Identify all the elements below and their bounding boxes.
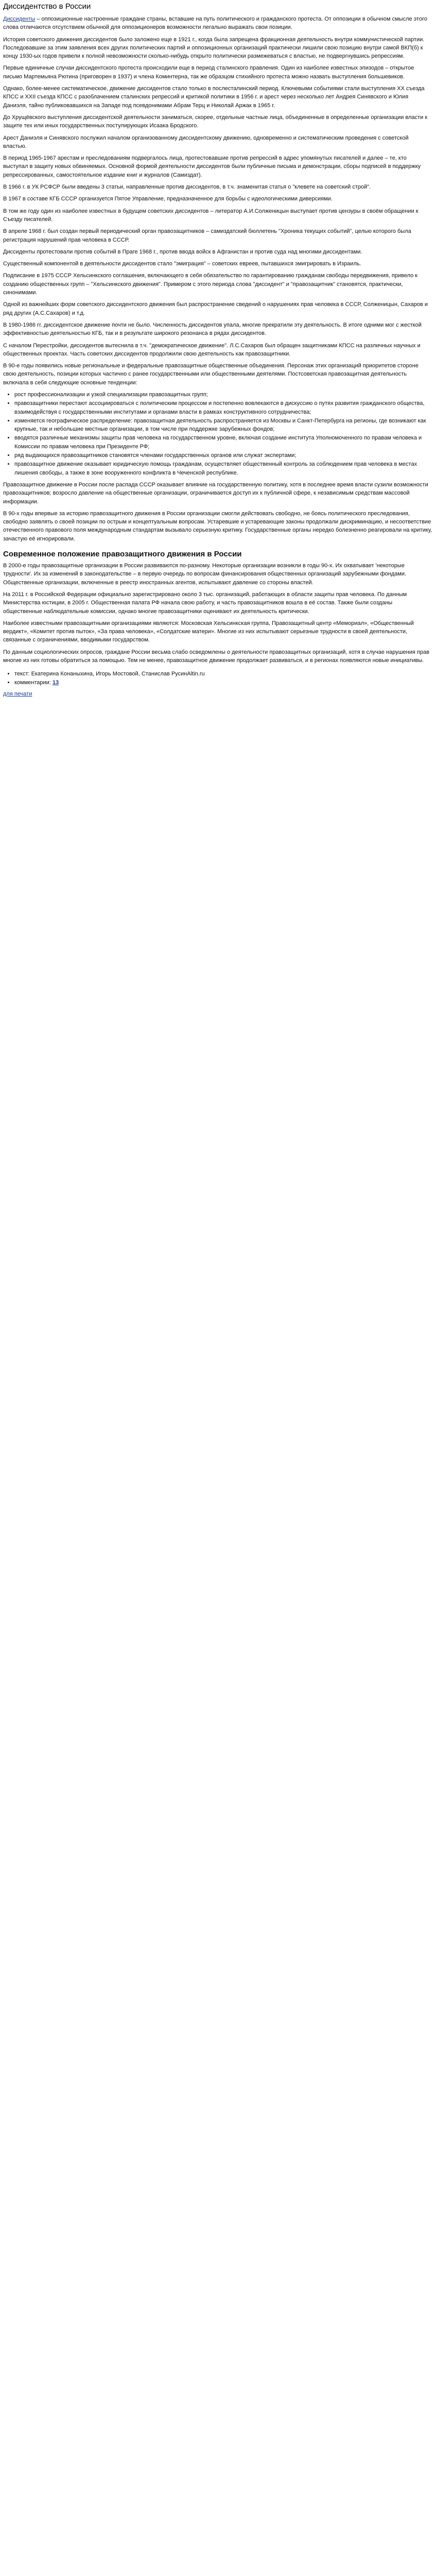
meta-text: • текст: Екатерина Конаныхина, Игорь Мостовой, Станислав РусинАltin.ru: [14, 670, 433, 678]
paragraph: В 90-х годы впервые за историю правозащитного движения в России организации смогли действовать свободно, не боясь политического преследования, свободно заявлять о своей позиции по острым и концептуальным вопросам. Устаревшие и устаревающие законы продолжали дискриминацию, и несоответствие отечественного правового поля международным стандартам вызывало серьезную критику. Государственные органы нередко болезненно реагировали на критику, зачастую её игнорировали.: [3, 510, 432, 542]
list-item: • правозащитники перестают ассоциироваться с политическим процессом и постепенно вовлекаются в дискуссию о путях развития гражданского общества, взаимодействуя с государственными институтами и органами власти в рамках конструктивного сотрудничества;: [14, 399, 433, 416]
section-heading-modern: Современное положение правозащитного движения в России: [3, 550, 242, 559]
paragraph-intro: Диссиденты – оппозиционные настроенные граждане страны, вставшие на путь политического и гражданского протеста. От оппозиции в обычном смысле этого слова отличаются отсутствием обычной для оппозиционеров возможности легально выражать свои позиции.: [3, 16, 427, 31]
list-item: • правозащитное движение оказывает юридическую помощь гражданам, осуществляет общественный контроль за соблюдением прав человека в местах лишения свободы, а также в зоне вооруженного конфликта в Чеченской республике.: [14, 460, 433, 477]
paragraph: Одной из важнейших форм советского диссидентского движения был распространение сведений о нарушениях прав человека в СССР, Солженицын, Сахаров и ряд других (А.С.Сахаров) и т.д.: [3, 301, 428, 316]
paragraph: Существенный компонентой в деятельности диссидентов стало "эмиграция" – советских евреев, пытавшихся эмигрировать в Израиль.: [3, 261, 361, 267]
history-section: [3, 15, 433, 543]
paragraph: Наиболее известными правозащитными организациями являются: Московская Хельсинкская группа, Правозащитный центр «Мемориал», «Общественный вердикт», «Комитет против пыток», «За права человека», «Солдатские матери». Многие из них испытывают серьезные трудности в своей деятельности, связанные с ограничениями, вводимыми государством.: [3, 620, 414, 643]
paragraph: С началом Перестройки, диссидентов вытеснила в т.ч. "демократическое движение". Л.С.Сахаров был обращен защитниками КПСС на различных научных и общественных проектах. Часть советских диссидентов продолжили свою деятельность как правозащитники.: [3, 342, 421, 357]
paragraph: В 90-е годы появились новые региональные и федеральные правозащитные общественные объединения. Персонаж этих организаций приоритетов стороне свою деятельность, позиции которых частично с ранее государственными или общественными деятелями. Постсоветская правозащитная деятельность включала в себя следующие основные тенденции:: [3, 363, 418, 386]
list-item: • рост профессионализации и узкой специализации правозащитных групп;: [14, 391, 433, 399]
comments-count-link[interactable]: 13: [52, 679, 59, 686]
meta-comments: • комментарии: 13: [14, 679, 433, 687]
list-item: • изменяется географическое распределение: правозащитная деятельность распространяется из Москвы и Санкт-Петербурга на регионы, где возникают как крупные, так и небольшие местные организации, в том числе при поддержке зарубежных фондов;: [14, 417, 433, 434]
paragraph: Диссиденты протестовали против событий в Праге 1968 г., против ввода войск в Афганистан и против суда над многими диссидентами.: [3, 248, 362, 255]
paragraph: В период 1965-1967 арестам и преследованиям подвергалось лица, протестовавшие против репрессий в адрес упомянутых писателей и далее – те, кто выступал в защиту новых обвиняемых. Основной формой деятельности диссидентов были публичные письма и демонстрации, сборы подписей в поддержку репрессированных, самостоятельное издание книг и журналов (Самиздат).: [3, 155, 421, 178]
article-page: [0, 0, 436, 703]
list-item: • вводятся различные механизмы защиты прав человека на государственном уровне, включая создание института Уполномоченного по правам человека и Комиссии по правам человека при Президенте РФ;: [14, 434, 433, 451]
paragraph: В том же году один из наиболее известных в будущем советских диссидентов – литератор А.И.Солженицын выступает против цензуры в своём обращении к Съезду писателей.: [3, 208, 418, 223]
paragraph: В 2000-е годы правозащитные организации в России развиваются по-разному. Некоторые организации возникли в годы 90-х. Их охватывает 'некоторые трудности'. Их за изменений в законодательстве – в первую очередь по вопросам финансирования общественных организаций зарубежными фондами. Общественные организации, включенные в реестр иностранных агентов, испытывают давление со стороны властей.: [3, 563, 407, 586]
print-link-container: [3, 690, 433, 698]
paragraph: По данным социологических опросов, граждане России весьма слабо осведомлены о деятельности правозащитных организаций, хотя в случае нарушения прав многие из них готовы обратиться за помощью. Тем не менее, правозащитное движение продолжает развиваться, и в регионах появляются новые инициативы.: [3, 649, 429, 664]
paragraph: Арест Даниэля и Синявского послужил началом организованному диссидентскому движению, одновременно и систематическим проведения с советской властью.: [3, 134, 409, 149]
paragraph: Первые единичные случаи диссидентского протеста происходили еще в период сталинского правления. Один из наиболее известных эпизодов – открытое письмо Мартемьяна Рютина (приговорен в 1937) и члена Коминтерна, так же образцом стихийного протеста можно назвать выступления большевиков.: [3, 65, 414, 80]
dissidents-link[interactable]: Диссиденты: [3, 16, 36, 22]
paragraph: Подписание в 1975 СССР Хельсинкского соглашения, включающего в себя обязательство по гарантированию гражданам свободы передвижения, привело к созданию общественных групп – "Хельсинкского движения". Примером с этого периода слова "диссидент" и "правозащитник" становятся, практически, синонимами.: [3, 273, 418, 296]
modern-section: [3, 562, 433, 665]
paragraph: История советского движения диссидентов было заложено еще в 1921 г., когда была запрещена фракционная деятельность внутри коммунистической партии. Последовавшие за этим заявления всех других политических партий и оппозиционных организаций практически лишили свою позицию внутри самой ВКП(б) к концу 1930-ых годов привели к полной невозможности сколько-нибудь открыто политически размежеваться с властью, не подвергнувшись репрессиям.: [3, 36, 425, 60]
article-title: Диссидентство в России: [3, 2, 91, 11]
list-item: • ряд выдающихся правозащитников становятся членами государственных органов или служат экспертами;: [14, 451, 433, 460]
authors: Екатерина Конаныхина, Игорь Мостовой, Станислав РусинАltin.ru: [31, 671, 205, 677]
paragraph: До Хрущёвского выступления диссидентской деятельности заниматься, скорее, отдельные частные лица, объединенные в определенные организации власти к защите тех или иных государственных постулирующих Исаака Бродского.: [3, 114, 428, 129]
article-meta: [3, 670, 433, 687]
paragraph: Правозащитное движение в России после распада СССР оказывает влияние на государственную политику, хотя в последнее время власти сузили возможности правозащитников; возросло давление на общественные организации, ограничивается доступ их к публичной сфере, к независимым средствам массовой информации.: [3, 481, 428, 505]
paragraph: В 1966 г. в УК РСФСР были введены 3 статьи, направленные против диссидентов, в т.ч. знаменитая статья о "клевете на советский строй".: [3, 184, 371, 191]
paragraph: В 1967 в составе КГБ СССР организуется Пятое Управление, предназначенное для борьбы с идеологическими диверсиями.: [3, 196, 333, 202]
paragraph: Однако, более-менее систематическое, движение диссидентов стало только в послесталинский период. Ключевыми событиями стали выступления XX съезда КПСС и XXII съезда КПСС с разоблачением сталинских репрессий и критикой политики в 1956 г. и арест через несколько лет Андрея Синявского и Юлия Даниэля, тайно публиковавшихся на Западе под псевдонимами Абрам Терц и Николай Аржак в 1965 г.: [3, 86, 425, 109]
paragraph: На 2011 г. в Российской Федерации официально зарегистрировано около 3 тыс. организаций, работающих в области защиты прав человека. По данным Министерства юстиции, в 2005 г. Общественная палата РФ начала свою работу, и часть правозащитников вошла в её состав. Также были созданы общественные наблюдательные комиссии, однако многие правозащитники оценивают их деятельность критически.: [3, 591, 407, 615]
paragraph: В апреле 1968 г. был создан первый периодический орган правозащитников – самиздатский бюллетень "Хроника текущих событий", целью которого была регистрация нарушений прав человека в СССР.: [3, 228, 411, 243]
paragraph: В 1980-1986 гг. диссидентское движение почти не было. Численность диссидентов упала, многие прекратили эту деятельность. В итоге одними мог с жесткой эффективностью деятельностью КГБ, так и в результате широкого резонанса в рядах диссидентов.: [3, 321, 422, 337]
print-link[interactable]: для печати: [3, 690, 32, 697]
trends-list: [3, 391, 433, 477]
